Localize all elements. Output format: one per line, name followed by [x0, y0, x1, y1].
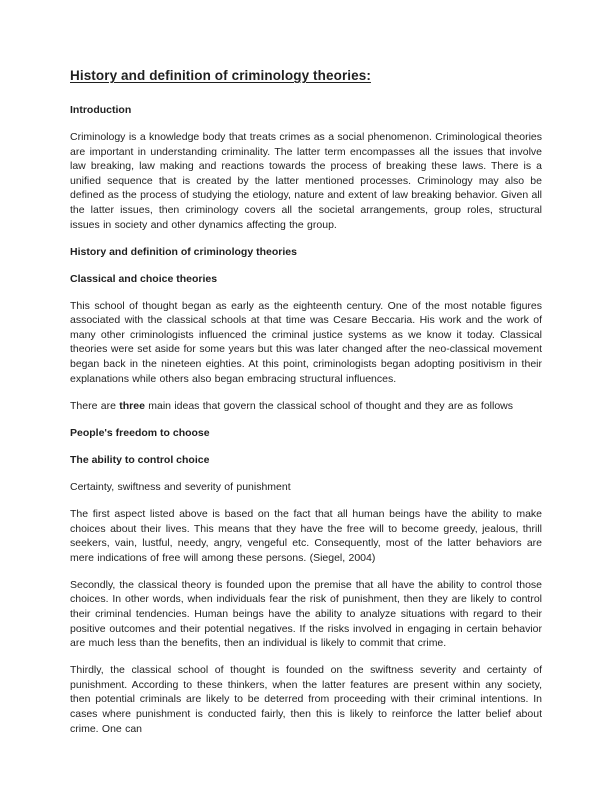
heading-ability-to-control-choice: The ability to control choice [70, 453, 210, 466]
heading-classical-and-choice-theories: Classical and choice theories [70, 272, 218, 285]
heading-peoples-freedom-to-choose: People's freedom to choose [70, 426, 210, 439]
line-certainty-swiftness-severity: Certainty, swiftness and severity of punishment [70, 480, 291, 493]
paragraph-three-main-ideas [70, 399, 542, 414]
heading-introduction: Introduction [70, 104, 132, 116]
document-title: History and definition of criminology theories: [70, 68, 371, 83]
three-main-ideas-bold-word: three [119, 399, 145, 412]
paragraph-criminology-definition: Criminology is a knowledge body that treats crimes as a social phenomenon. Criminological theories are important in understanding criminality. The latter term encompasses all the issues that involve law breaking, law making and reactions towards the process of breaking these laws. There is a unified sequence that is created by the latter mentioned processes. Criminology may also be defined as the process of studying the etiology, nature and extent of law breaking behavior. Given all the latter issues, then criminology covers all the societal arrangements, group roles, structural issues in society and other dynamics affecting the group. [70, 131, 542, 231]
heading-history-and-definition: History and definition of criminology theories [70, 245, 297, 258]
three-main-ideas-suffix: main ideas that govern the classical school of thought and they are as follows [144, 399, 513, 412]
paragraph-thirdly-swiftness-certainty: Thirdly, the classical school of thought is founded on the swiftness severity and certainty of punishment. According to these thinkers, when the latter features are present within any society, then potential criminals are likely to be deterred from proceeding with their criminal intentions. In cases where punishment is conducted fairly, then this is likely to reinforce the latter belief about crime. One can [70, 664, 542, 735]
paragraph-classical-school-history: This school of thought began as early as the eighteenth century. One of the most notable figures associated with the classical schools at that time was Cesare Beccaria. His work and the work of many other criminologists influenced the criminal justice systems as we know it today. Classical theories were set aside for some years but this was later changed after the neo-classical movement began back in the nineteen eighties. At this point, criminologists began adopting positivism in their explanations while others also began embracing structural influences. [70, 299, 542, 385]
paragraph-secondly-control-choices: Secondly, the classical theory is founded upon the premise that all have the ability to control those choices. In other words, when individuals fear the risk of punishment, then they are likely to control their criminal tendencies. Human beings have the ability to analyze situations with regard to their positive outcomes and their potential negatives. If the risks involved in engaging in certain behavior are much less than the benefits, then an individual is likely to commit that crime. [70, 578, 542, 650]
paragraph-first-aspect-free-will: The first aspect listed above is based on the fact that all human beings have the ability to make choices about their lives. This means that they have the free will to become greedy, jealous, thrill seekers, vain, lustful, needy, angry, vengeful etc. Consequently, most of the latter behaviors are mere indications of free will among these persons. (Siegel, 2004) [70, 507, 542, 564]
three-main-ideas-prefix: There are [70, 399, 120, 412]
